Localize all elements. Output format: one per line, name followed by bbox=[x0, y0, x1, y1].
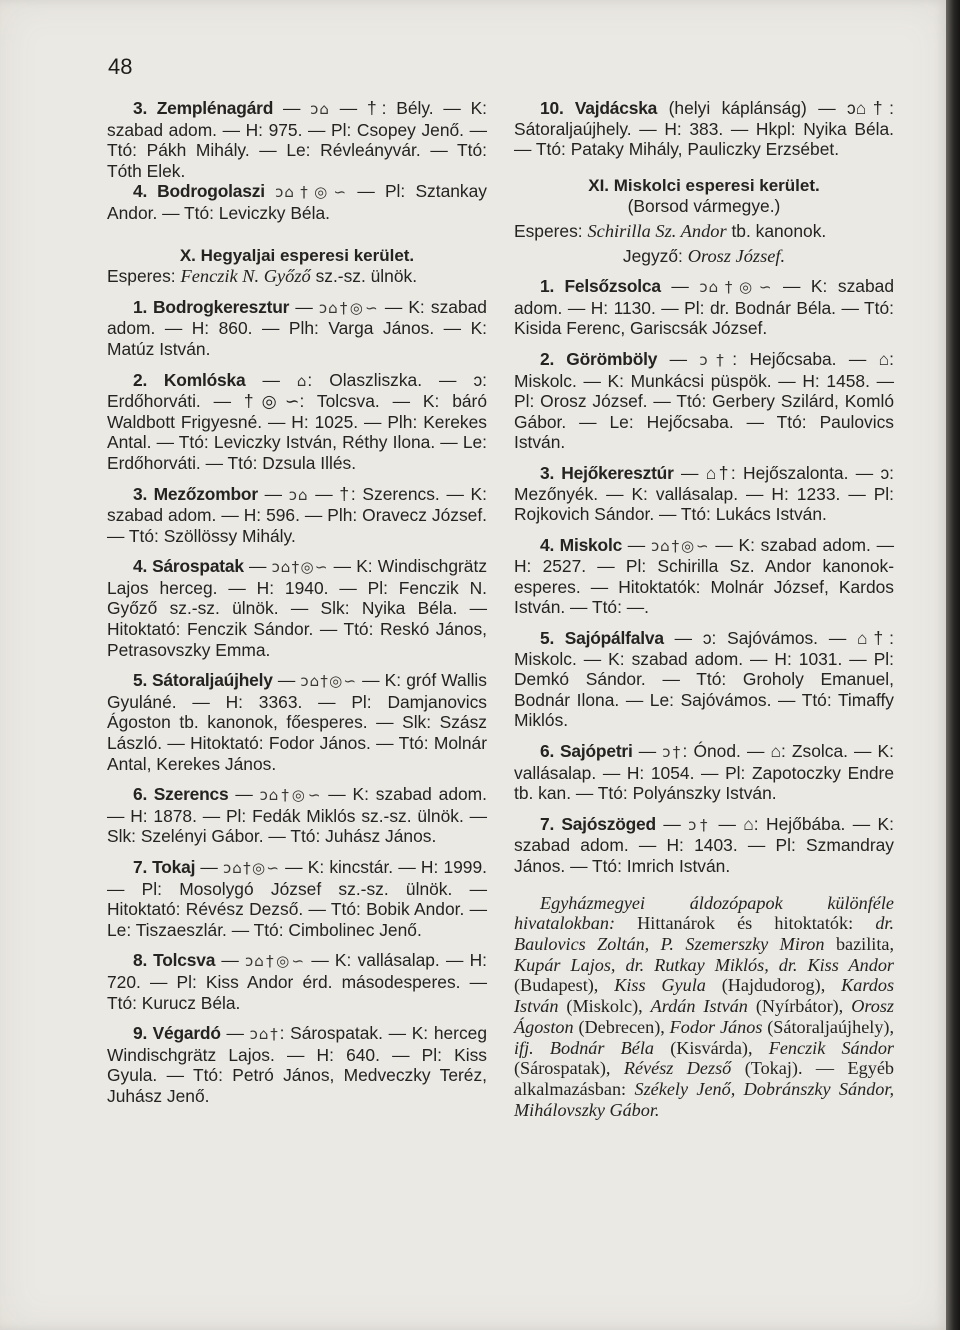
district-jegyzo-xi bbox=[514, 246, 894, 267]
parish-symbols-icon: ↄ⌂†◎∽ bbox=[699, 278, 773, 297]
note-name: Fodor János bbox=[669, 1016, 763, 1037]
note-text: bazilita, bbox=[835, 934, 895, 954]
note-name: dr. Baulovics Zoltán, P. Szemerszky Miron bbox=[514, 913, 895, 954]
entry-vajdacska bbox=[514, 98, 894, 160]
note-name: ifj. Bodnár Béla bbox=[514, 1037, 654, 1058]
esperes-name: Fenczik N. Győző bbox=[180, 266, 311, 287]
entry-zemplenagard: 3. Zemplénagárd — ↄ⌂ — †: Bély. — K: szabad adom. — H: 975. — Pl: Csopey Jenő. — Ttó: Pákh Mihály. — Le: Révleányvár. — Ttó: Tóth Elek. bbox=[107, 98, 488, 181]
entry-name: 5. Sajópálfalva bbox=[540, 628, 664, 649]
entry-text: : Ónod. — ⌂: Zsolca. — K: vallásalap. — H: 1054. — Pl: Zapotoczky Endre tb. kan. — Ttó: Polyánszky István. bbox=[514, 741, 894, 804]
district-county-xi: (Borsod vármegye.) bbox=[627, 196, 781, 217]
entry-text: — K: Windischgrätz Lajos herceg. — H: 1940. — Pl: Fenczik N. Győző sz.-sz. ülnök. — Slk: Nyika Béla. — Hitoktató: Fenczik Sándor. — Ttó: Reskó János, Petrasovszky Emma. bbox=[107, 556, 488, 660]
entry-szerencs: 6. Szerencs — ↄ⌂†◎∽ — K: szabad adom. — H: 1878. — Pl: Fedák Miklós sz.-sz. ülnök. — Slk: Szelényi Gábor. — Ttó: Juhász János. bbox=[107, 784, 488, 847]
entry-text: : Sárospatak. — K: herceg Windischgrätz Lajos. — H: 640. — Pl: Kiss Gyula. — Ttó: Petró János, Medveczky Teréz, Juhász Jenő. bbox=[107, 1023, 487, 1106]
book-spine bbox=[946, 0, 960, 1330]
esperes-name: Schirilla Sz. Andor bbox=[587, 220, 727, 241]
entry-hejokeresztur bbox=[514, 463, 894, 525]
entry-name: 3. Mezőzombor bbox=[133, 483, 258, 504]
district-esperes-xi bbox=[514, 221, 894, 242]
entry-komloska: 2. Komlóska — ⌂: Olaszliszka. — ↄ: Erdőhorváti. — †◎∽: Tolcsva. — K: báró Waldbott Frigyesné. — H: 1025. — Plh: Kerekes Antal. — Ttó: Leviczky István, Réthy Ilona. — Le: Erdőhorváti. — Ttó: Dzsula Illés. bbox=[107, 369, 487, 473]
note-name: Révész Dezső bbox=[623, 1058, 732, 1079]
parish-symbols-icon: ↄ⌂†◎∽ bbox=[271, 558, 329, 577]
entry-text: — Pl: Sztankay Andor. — Ttó: Leviczky Béla. bbox=[107, 181, 487, 223]
church-symbol-icon: ↄ bbox=[288, 485, 298, 504]
entry-bodrogolaszi bbox=[107, 181, 487, 223]
entry-text: (helyi káplánság) — ↄ⌂†: Sátoraljaújhely. — H: 383. — Hkpl: Nyika Béla. — Ttó: Pataky Mihály, Pauliczky Erzsébet. bbox=[514, 98, 894, 160]
note-text: (Budapest), bbox=[514, 975, 599, 996]
esperes-rank: sz.-sz. ülnök. bbox=[315, 266, 418, 287]
note-text: (Hajdudorog), bbox=[721, 975, 826, 996]
parish-symbols-icon: ↄ⌂†◎∽ bbox=[275, 183, 348, 202]
entry-text: — †: Szerencs. — K: szabad adom. — H: 596. — Plh: Oravecz József. — Ttó: Szöllössy Mihály. bbox=[107, 483, 487, 546]
entry-name: 10. Vajdácska bbox=[540, 98, 658, 118]
village-symbol-icon: ⌂ bbox=[319, 100, 330, 118]
entry-text: — K: szabad adom. — H: 2527. — Pl: Schirilla Sz. Andor kanonok-esperes. — Hitoktatók: Molnár József, Kardos István. — Ttó: —. bbox=[514, 534, 894, 618]
entry-felsozsolca: 1. Felsőzsolca — ↄ⌂†◎∽ — K: szabad adom. — H: 1130. — Pl: dr. Bodnár Béla. — Ttó: Kisida Ferenc, Gariscsák József. bbox=[514, 276, 894, 339]
entry-text: — K: szabad adom. — H: 1878. — Pl: Fedák Miklós sz.-sz. ülnök. — Slk: Szelényi Gábor. — Ttó: Juhász János. bbox=[107, 784, 488, 847]
village-symbol-icon: ⌂ bbox=[296, 371, 308, 390]
entry-bodrogkeresztur: 1. Bodrogkeresztur — ↄ⌂†◎∽ — K: szabad adom. — H: 860. — Plh: Varga János. — K: Matúz István. bbox=[107, 296, 487, 359]
page-number: 48 bbox=[108, 54, 133, 79]
entry-sajopalfalva bbox=[514, 628, 894, 731]
church-symbol-icon: ↄ bbox=[310, 100, 320, 118]
entry-name: 6. Szerencs bbox=[133, 784, 229, 805]
entry-tokaj: 7. Tokaj — ↄ⌂†◎∽ — K: kincstár. — H: 1999. — Pl: Mosolygó József sz.-sz. ülnök. — Hitoktató: Révész Dezső. — Ttó: Bobik Andor. — Le: Tiszaeszlár. — Ttó: Cimbolinec Jenő. bbox=[107, 857, 487, 940]
note-name: Kardos István bbox=[514, 975, 895, 1017]
entry-name: 1. Bodrogkeresztur bbox=[133, 296, 290, 317]
parish-symbols-icon: ↄ⌂†◎∽ bbox=[222, 859, 280, 877]
entry-name: 4. Bodrogolaszi bbox=[133, 181, 265, 202]
parish-symbols-icon: ↄ⌂†◎∽ bbox=[245, 952, 306, 971]
entry-text: : Olaszliszka. — ↄ: Erdőhorváti. — †◎∽: Tolcsva. — K: báró Waldbott Frigyesné. — H: 1025. — Plh: Kerekes Antal. — Ttó: Leviczky István, Réthy Ilona. — Le: Erdőhorváti. — Ttó: Dzsula Illés. bbox=[107, 369, 487, 473]
jegyzo-name: Orosz József. bbox=[687, 245, 786, 266]
entry-sarospatak: 4. Sárospatak — ↄ⌂†◎∽ — K: Windischgrätz Lajos herceg. — H: 1940. — Pl: Fenczik N. Győző sz.-sz. ülnök. — Slk: Nyika Béla. — Hitoktató: Fenczik Sándor. — Ttó: Reskó János, Petrasovszky Emma. bbox=[107, 556, 488, 660]
entry-text: : Hejőcsaba. — ⌂: Miskolc. — K: Munkácsi püspök. — H: 1458. — Pl: Orosz József. — Ttó: Gerbery Szilárd, Komló Gábor. — Le: Hejőcsaba. — Ttó: Paulovics István. bbox=[514, 348, 894, 453]
entry-text: — ⌂†: Hejőszalonta. — ↄ: Mezőnyék. — K: vallásalap. — H: 1233. — Pl: Rojkovich Sándor. — Ttó: Lukács István. bbox=[514, 462, 895, 525]
district-esperes-x bbox=[107, 266, 487, 287]
entry-gorombolys: 2. Görömböly — ↄ†: Hejőcsaba. — ⌂: Miskolc. — K: Munkácsi püspök. — H: 1458. — Pl: Orosz József. — Ttó: Gerbery Szilárd, Komló Gábor. — Le: Hejőcsaba. — Ttó: Paulovics István. bbox=[514, 348, 894, 453]
arrow-cross-icon: ↄ† bbox=[688, 815, 712, 834]
entry-name: 4. Sárospatak bbox=[133, 556, 244, 577]
entry-text: — ↄ: Sajóvámos. — ⌂†: Miskolc. — K: szabad adom. — H: 1031. — Pl: Demkó Sándor. — Ttó: Groholy Emanuel, Bodnár Ilona. — Le: Sajóvámos. — Ttó: Timaffy Miklós. bbox=[514, 628, 894, 731]
entry-sajoszoged: 7. Sajószöged — ↄ† — ⌂: Hejőbába. — K: szabad adom. — H: 1403. — Pl: Szmandray János. — Ttó: Imrich István. bbox=[514, 813, 894, 876]
entry-name: 1. Felsőzsolca bbox=[540, 276, 661, 297]
church-village-cross-icon: ↄ⌂† bbox=[249, 1025, 280, 1044]
note-text: (Nyírbátor), bbox=[755, 996, 844, 1017]
entry-vegardo: 9. Végardó — ↄ⌂†: Sárospatak. — K: herceg Windischgrätz Lajos. — H: 640. — Pl: Kiss Gyula. — Ttó: Petró János, Medveczky Teréz, Juhász Jenő. bbox=[107, 1023, 487, 1106]
note-text: (Tokaj). — Egyéb alkalmazásban: bbox=[514, 1058, 894, 1099]
note-text: (Debrecen), bbox=[578, 1016, 665, 1037]
entry-name: 3. Zemplénagárd bbox=[133, 98, 274, 118]
note-text: Hittanárok és hitoktatók: bbox=[637, 913, 854, 934]
entry-text: — †: Bély. — K: szabad adom. — H: 975. — Pl: Csopey Jenő. — Ttó: Pákh Mihály. — Le: Révleányvár. — Ttó: Tóth Elek. bbox=[107, 98, 488, 181]
arrow-cross-icon: ↄ† bbox=[662, 743, 683, 762]
entry-name: 4. Miskolc bbox=[540, 534, 623, 555]
note-name: Fenczik Sándor bbox=[768, 1037, 895, 1058]
entry-name: 7. Sajószöged bbox=[540, 813, 656, 834]
entry-mezozombor: 3. Mezőzombor — ↄ⌂ — †: Szerencs. — K: szabad adom. — H: 596. — Plh: Oravecz József. — Ttó: Szöllössy Mihály. bbox=[107, 483, 487, 546]
parish-symbols-icon: ↄ⌂†◎∽ bbox=[650, 536, 710, 555]
left-column bbox=[107, 98, 487, 1107]
entry-name: 9. Végardó bbox=[133, 1023, 221, 1044]
parish-symbols-icon: ↄ⌂†◎∽ bbox=[300, 672, 358, 691]
district-heading-xi: XI. Miskolci esperesi kerület. bbox=[588, 175, 820, 195]
esperes-label: Esperes: bbox=[514, 220, 583, 241]
village-symbol-icon: ⌂ bbox=[297, 485, 309, 504]
jegyzo-label: Jegyző: bbox=[622, 245, 683, 266]
entry-name: 5. Sátoraljaújhely bbox=[133, 670, 273, 691]
entry-name: 3. Hejőkeresztúr bbox=[540, 462, 674, 483]
parish-symbols-icon: ↄ⌂†◎∽ bbox=[318, 298, 379, 317]
note-name: Kiss Gyula bbox=[614, 975, 706, 996]
note-text: (Sárospatak), bbox=[514, 1058, 611, 1079]
esperes-rank: tb. kanonok. bbox=[731, 220, 827, 241]
entry-text: — K: gróf Wallis Gyuláné. — H: 3363. — Pl: Damjanovics Ágoston tb. kanonok, főesperes. — Slk: Szász László. — Hitoktató: Fodor János. — Ttó: Molnár Antal, Kerekes János. bbox=[107, 670, 487, 774]
right-column bbox=[514, 98, 894, 1120]
note-text: Egyházmegyei áldozópapok különféle hivatalokban: bbox=[514, 892, 894, 934]
clergy-notes bbox=[514, 893, 894, 1121]
entry-name: 7. Tokaj bbox=[133, 857, 196, 877]
entry-sajopetri: 6. Sajópetri — ↄ†: Ónod. — ⌂: Zsolca. — K: vallásalap. — H: 1054. — Pl: Zapotoczky Endre tb. kan. — Ttó: Polyánszky István. bbox=[514, 741, 894, 804]
entry-text: — K: szabad adom. — H: 1130. — Pl: dr. Bodnár Béla. — Ttó: Kisida Ferenc, Gariscsák József. bbox=[514, 276, 894, 339]
note-text: (Miskolc), bbox=[566, 996, 643, 1017]
esperes-label: Esperes: bbox=[107, 266, 176, 287]
entry-name: 2. Görömböly bbox=[540, 348, 658, 369]
entry-name: 2. Komlóska bbox=[133, 369, 246, 390]
note-name: Székely Jenő, Dobránszky Sándor, Mihálovszky Gábor. bbox=[514, 1078, 895, 1120]
entry-text: — K: vallásalap. — H: 720. — Pl: Kiss Andor érd. másodesperes. — Ttó: Kurucz Béla. bbox=[107, 950, 487, 1013]
note-name: Orosz Ágoston bbox=[514, 996, 894, 1037]
parish-symbols-icon: ↄ⌂†◎∽ bbox=[259, 786, 322, 805]
entry-miskolc: 4. Miskolc — ↄ⌂†◎∽ — K: szabad adom. — H: 2527. — Pl: Schirilla Sz. Andor kanonok-esperes. — Hitoktatók: Molnár József, Kardos István. — Ttó: —. bbox=[514, 534, 894, 618]
entry-text: — K: szabad adom. — H: 860. — Plh: Varga János. — K: Matúz István. bbox=[107, 296, 487, 359]
district-heading-x: X. Hegyaljai esperesi kerület. bbox=[179, 245, 415, 265]
arrow-cross-icon: ↄ† bbox=[699, 350, 733, 369]
note-text: (Sátoraljaújhely), bbox=[767, 1016, 895, 1037]
note-name: Ardán István bbox=[650, 996, 748, 1017]
entry-name: 8. Tolcsva bbox=[133, 950, 216, 971]
entry-satoraljaujhely: 5. Sátoraljaújhely — ↄ⌂†◎∽ — K: gróf Wallis Gyuláné. — H: 3363. — Pl: Damjanovics Ágoston tb. kanonok, főesperes. — Slk: Szász László. — Hitoktató: Fodor János. — Ttó: Molnár Antal, Kerekes János. bbox=[107, 670, 487, 774]
entry-text: — K: kincstár. — H: 1999. — Pl: Mosolygó József sz.-sz. ülnök. — Hitoktató: Révész Dezső. — Ttó: Bobik Andor. — Le: Tiszaeszlár. — Ttó: Cimbolinec Jenő. bbox=[107, 857, 487, 940]
entry-name: 6. Sajópetri bbox=[540, 741, 633, 762]
note-text: (Kisvárda), bbox=[670, 1037, 753, 1058]
note-name: Kupár Lajos, dr. Rutkay Miklós, dr. Kiss Andor bbox=[514, 954, 894, 975]
entry-tolcsva: 8. Tolcsva — ↄ⌂†◎∽ — K: vallásalap. — H: 720. — Pl: Kiss Andor érd. másodesperes. — Ttó: Kurucz Béla. bbox=[107, 950, 487, 1013]
entry-text: — ⌂: Hejőbába. — K: szabad adom. — H: 1403. — Pl: Szmandray János. — Ttó: Imrich István. bbox=[514, 813, 894, 876]
